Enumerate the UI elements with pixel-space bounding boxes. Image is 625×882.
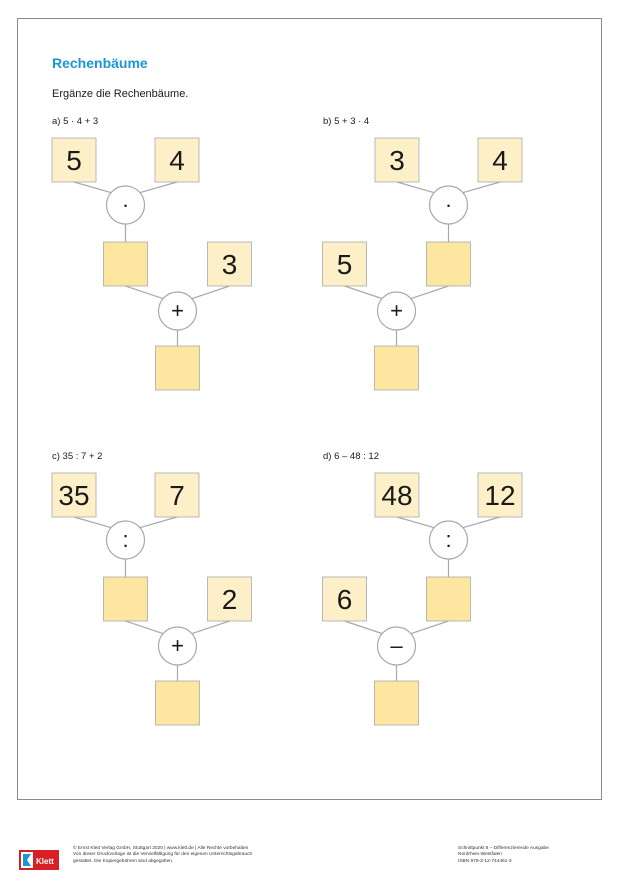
side-box-value: 5 xyxy=(336,249,353,280)
task-d-label: d) 6 – 48 : 12 xyxy=(323,451,379,462)
connector-line xyxy=(140,517,177,528)
connector-line xyxy=(397,517,434,528)
task-a-label: a) 5 · 4 + 3 xyxy=(52,116,99,127)
connector-line xyxy=(74,182,111,193)
instruction-text: Ergänze die Rechenbäume. xyxy=(52,88,189,100)
result-box xyxy=(375,681,419,725)
operator-circle-symbol: · xyxy=(444,192,453,217)
connector-line xyxy=(463,182,500,193)
top-right-box-value: 4 xyxy=(169,145,185,176)
connector-line xyxy=(345,621,383,634)
worksheet-title: Rechenbäume xyxy=(52,55,148,71)
operator-circle-symbol: + xyxy=(171,298,184,323)
task-c-label: c) 35 : 7 + 2 xyxy=(52,451,103,462)
connector-line xyxy=(192,286,230,299)
klett-logo xyxy=(19,850,59,870)
connector-line xyxy=(345,286,383,299)
connector-line xyxy=(411,621,449,634)
footer-line: Von dieser Druckvorlage ist die Vervielfältigung für den eigenen Unterrichtsgebrauch xyxy=(73,852,253,858)
answer-box xyxy=(427,242,471,286)
top-left-box-value: 48 xyxy=(381,480,413,511)
top-right-box-value: 7 xyxy=(169,480,185,511)
footer-line: Schnittpunkt 6 – Differenzierende Ausgabe xyxy=(458,846,549,851)
connector-line xyxy=(126,621,164,634)
top-left-box-value: 5 xyxy=(66,145,82,176)
footer-line: © Ernst Klett Verlag GmbH, Stuttgart 2020 | www.klett.de | Alle Rechte vorbehalten xyxy=(73,846,249,851)
answer-box xyxy=(104,242,148,286)
footer-line: ISBN 978-3-12-744461-3 xyxy=(458,858,512,864)
task-b-label: b) 5 + 3 · 4 xyxy=(323,116,370,127)
connector-line xyxy=(192,621,230,634)
operator-circle-symbol: : xyxy=(445,527,452,552)
result-box xyxy=(375,346,419,390)
side-box-value: 2 xyxy=(221,584,238,615)
result-box xyxy=(156,681,200,725)
connector-line xyxy=(126,286,164,299)
operator-circle-symbol: · xyxy=(121,192,130,217)
connector-line xyxy=(140,182,177,193)
top-right-box-value: 12 xyxy=(484,480,516,511)
result-box xyxy=(156,346,200,390)
operator-circle-symbol: + xyxy=(390,298,403,323)
connector-line xyxy=(74,517,111,528)
answer-box xyxy=(104,577,148,621)
footer-copyright xyxy=(73,846,252,865)
operator-circle-symbol: : xyxy=(122,527,129,552)
top-left-box-value: 35 xyxy=(58,480,90,511)
answer-box xyxy=(427,577,471,621)
footer-line: Nordrhein-Westfalen xyxy=(458,852,502,858)
operator-circle-symbol: + xyxy=(171,633,184,658)
top-left-box-value: 3 xyxy=(389,145,405,176)
footer-line: gestattet. Die Kopiergebühren sind abgegolten. xyxy=(73,858,174,864)
top-right-box-value: 4 xyxy=(492,145,508,176)
connector-line xyxy=(397,182,434,193)
side-box-value: 6 xyxy=(336,584,353,615)
connector-line xyxy=(411,286,449,299)
connector-line xyxy=(463,517,500,528)
operator-circle-symbol: – xyxy=(390,633,403,658)
logo-text: Klett xyxy=(36,857,54,866)
footer-book-info xyxy=(458,846,549,865)
side-box-value: 3 xyxy=(221,249,238,280)
